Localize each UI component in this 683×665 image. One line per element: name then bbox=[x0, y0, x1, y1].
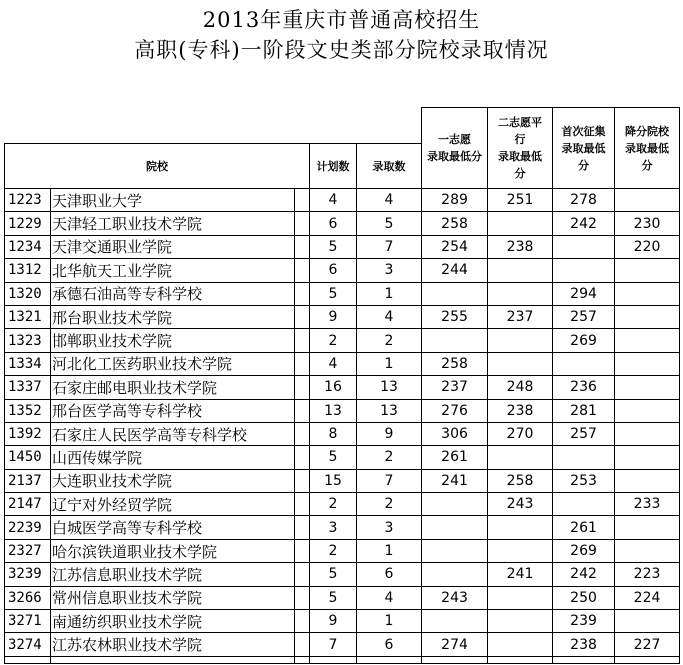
cut-cell bbox=[422, 656, 488, 663]
admit-count: 13 bbox=[357, 399, 422, 422]
school-code: 3271 bbox=[5, 610, 51, 633]
plan-count: 6 bbox=[310, 259, 357, 282]
first-choice-min: 244 bbox=[422, 259, 488, 282]
plan-count: 13 bbox=[310, 399, 357, 422]
admit-count: 4 bbox=[357, 305, 422, 328]
school-code: 1323 bbox=[5, 329, 51, 352]
table-row bbox=[5, 352, 680, 375]
plan-count: 15 bbox=[310, 469, 357, 492]
school-code: 3274 bbox=[5, 633, 51, 656]
lower-score-min bbox=[615, 446, 680, 469]
spacer bbox=[295, 469, 310, 492]
second-choice-min bbox=[488, 282, 553, 305]
table-row bbox=[5, 329, 680, 352]
table-body bbox=[5, 189, 680, 664]
first-choice-min: 258 bbox=[422, 212, 488, 235]
school-name: 天津轻工职业技术学院 bbox=[51, 212, 295, 235]
first-call-min: 250 bbox=[553, 586, 615, 609]
plan-count: 5 bbox=[310, 282, 357, 305]
second-choice-min: 238 bbox=[488, 235, 553, 258]
table-row-cut bbox=[5, 656, 680, 663]
school-code: 3239 bbox=[5, 563, 51, 586]
table-row bbox=[5, 610, 680, 633]
spacer bbox=[295, 259, 310, 282]
school-name: 天津交通职业学院 bbox=[51, 235, 295, 258]
first-choice-min: 254 bbox=[422, 235, 488, 258]
school-code: 1223 bbox=[5, 189, 51, 212]
first-call-min bbox=[553, 352, 615, 375]
cut-cell bbox=[295, 656, 310, 663]
header-admit: 录取数 bbox=[357, 144, 422, 189]
admit-count: 1 bbox=[357, 539, 422, 562]
table-row bbox=[5, 259, 680, 282]
first-choice-min bbox=[422, 539, 488, 562]
admit-count: 4 bbox=[357, 586, 422, 609]
spacer bbox=[295, 493, 310, 516]
table-row bbox=[5, 235, 680, 258]
second-choice-min: 248 bbox=[488, 376, 553, 399]
admit-count: 1 bbox=[357, 610, 422, 633]
spacer bbox=[295, 352, 310, 375]
school-name: 邢台职业技术学院 bbox=[51, 305, 295, 328]
admit-count: 1 bbox=[357, 352, 422, 375]
spacer bbox=[295, 563, 310, 586]
spacer bbox=[295, 305, 310, 328]
second-choice-min: 270 bbox=[488, 422, 553, 445]
first-call-min: 236 bbox=[553, 376, 615, 399]
table-row bbox=[5, 516, 680, 539]
second-choice-min: 241 bbox=[488, 563, 553, 586]
first-choice-min bbox=[422, 493, 488, 516]
second-choice-min: 237 bbox=[488, 305, 553, 328]
school-name: 石家庄人民医学高等专科学校 bbox=[51, 422, 295, 445]
school-code: 1234 bbox=[5, 235, 51, 258]
table-row bbox=[5, 399, 680, 422]
school-name: 南通纺织职业技术学院 bbox=[51, 610, 295, 633]
table-row bbox=[5, 212, 680, 235]
lower-score-min: 230 bbox=[615, 212, 680, 235]
first-call-min: 242 bbox=[553, 563, 615, 586]
lower-score-min bbox=[615, 516, 680, 539]
table-row bbox=[5, 305, 680, 328]
first-call-min bbox=[553, 259, 615, 282]
plan-count: 4 bbox=[310, 189, 357, 212]
lower-score-min bbox=[615, 352, 680, 375]
first-call-min: 242 bbox=[553, 212, 615, 235]
school-name: 常州信息职业技术学院 bbox=[51, 586, 295, 609]
spacer bbox=[295, 282, 310, 305]
admit-count: 7 bbox=[357, 235, 422, 258]
cut-cell bbox=[357, 656, 422, 663]
admit-count: 13 bbox=[357, 376, 422, 399]
school-name: 河北化工医药职业技术学院 bbox=[51, 352, 295, 375]
school-code: 2137 bbox=[5, 469, 51, 492]
table-row bbox=[5, 539, 680, 562]
admit-count: 7 bbox=[357, 469, 422, 492]
first-choice-min: 261 bbox=[422, 446, 488, 469]
admit-count: 5 bbox=[357, 212, 422, 235]
lower-score-min bbox=[615, 305, 680, 328]
spacer bbox=[295, 399, 310, 422]
admit-count: 2 bbox=[357, 329, 422, 352]
school-name: 北华航天工业学院 bbox=[51, 259, 295, 282]
header-plan: 计划数 bbox=[310, 144, 357, 189]
lower-score-min bbox=[615, 329, 680, 352]
admit-count: 1 bbox=[357, 282, 422, 305]
cut-cell bbox=[51, 656, 295, 663]
spacer bbox=[295, 610, 310, 633]
lower-score-min bbox=[615, 469, 680, 492]
school-code: 1312 bbox=[5, 259, 51, 282]
school-name: 石家庄邮电职业技术学院 bbox=[51, 376, 295, 399]
lower-score-min: 233 bbox=[615, 493, 680, 516]
plan-count: 2 bbox=[310, 539, 357, 562]
first-choice-min bbox=[422, 610, 488, 633]
first-call-min: 257 bbox=[553, 422, 615, 445]
table-row bbox=[5, 189, 680, 212]
lower-score-min bbox=[615, 610, 680, 633]
first-choice-min bbox=[422, 329, 488, 352]
lower-score-min: 223 bbox=[615, 563, 680, 586]
school-code: 1334 bbox=[5, 352, 51, 375]
spacer bbox=[295, 516, 310, 539]
school-name: 江苏农林职业技术学院 bbox=[51, 633, 295, 656]
second-choice-min bbox=[488, 633, 553, 656]
header-second-choice: 二志愿平 行 录取最低 分 bbox=[488, 108, 553, 189]
second-choice-min bbox=[488, 539, 553, 562]
spacer bbox=[295, 539, 310, 562]
first-call-min: 261 bbox=[553, 516, 615, 539]
plan-count: 8 bbox=[310, 422, 357, 445]
school-name: 山西传媒学院 bbox=[51, 446, 295, 469]
table-row bbox=[5, 493, 680, 516]
second-choice-min: 258 bbox=[488, 469, 553, 492]
admit-count: 6 bbox=[357, 563, 422, 586]
plan-count: 9 bbox=[310, 610, 357, 633]
school-code: 1450 bbox=[5, 446, 51, 469]
school-name: 邯郸职业技术学院 bbox=[51, 329, 295, 352]
cut-cell bbox=[5, 656, 51, 663]
plan-count: 5 bbox=[310, 563, 357, 586]
first-choice-min: 258 bbox=[422, 352, 488, 375]
admit-count: 3 bbox=[357, 516, 422, 539]
lower-score-min: 220 bbox=[615, 235, 680, 258]
table-row bbox=[5, 282, 680, 305]
first-call-min bbox=[553, 446, 615, 469]
first-choice-min: 255 bbox=[422, 305, 488, 328]
table-row bbox=[5, 633, 680, 656]
first-call-min: 281 bbox=[553, 399, 615, 422]
table-row bbox=[5, 422, 680, 445]
spacer bbox=[295, 189, 310, 212]
plan-count: 6 bbox=[310, 212, 357, 235]
first-choice-min bbox=[422, 516, 488, 539]
plan-count: 3 bbox=[310, 516, 357, 539]
first-call-min: 269 bbox=[553, 329, 615, 352]
cut-cell bbox=[553, 656, 615, 663]
lower-score-min bbox=[615, 539, 680, 562]
second-choice-min bbox=[488, 586, 553, 609]
school-code: 1337 bbox=[5, 376, 51, 399]
first-choice-min: 289 bbox=[422, 189, 488, 212]
plan-count: 16 bbox=[310, 376, 357, 399]
lower-score-min bbox=[615, 282, 680, 305]
admit-count: 2 bbox=[357, 446, 422, 469]
header-first-call: 首次征集 录取最低 分 bbox=[553, 108, 615, 189]
plan-count: 2 bbox=[310, 329, 357, 352]
school-code: 3266 bbox=[5, 586, 51, 609]
school-name: 大连职业技术学院 bbox=[51, 469, 295, 492]
spacer bbox=[295, 235, 310, 258]
spacer bbox=[295, 633, 310, 656]
admit-count: 9 bbox=[357, 422, 422, 445]
second-choice-min bbox=[488, 610, 553, 633]
plan-count: 7 bbox=[310, 633, 357, 656]
lower-score-min bbox=[615, 376, 680, 399]
second-choice-min bbox=[488, 329, 553, 352]
admit-count: 4 bbox=[357, 189, 422, 212]
plan-count: 4 bbox=[310, 352, 357, 375]
admit-count: 6 bbox=[357, 633, 422, 656]
admit-count: 3 bbox=[357, 259, 422, 282]
table-row bbox=[5, 376, 680, 399]
spacer bbox=[295, 376, 310, 399]
school-name: 江苏信息职业技术学院 bbox=[51, 563, 295, 586]
header-spacer bbox=[5, 108, 422, 144]
first-call-min: 257 bbox=[553, 305, 615, 328]
spacer bbox=[295, 446, 310, 469]
school-code: 1320 bbox=[5, 282, 51, 305]
school-name: 邢台医学高等专科学校 bbox=[51, 399, 295, 422]
page-title: 2013年重庆市普通高校招生 bbox=[202, 8, 481, 32]
cut-cell bbox=[488, 656, 553, 663]
spacer bbox=[295, 329, 310, 352]
school-name: 承德石油高等专科学校 bbox=[51, 282, 295, 305]
first-call-min bbox=[553, 235, 615, 258]
second-choice-min bbox=[488, 212, 553, 235]
plan-count: 5 bbox=[310, 446, 357, 469]
second-choice-min bbox=[488, 352, 553, 375]
first-call-min: 238 bbox=[553, 633, 615, 656]
first-call-min bbox=[553, 493, 615, 516]
school-code: 1321 bbox=[5, 305, 51, 328]
lower-score-min: 227 bbox=[615, 633, 680, 656]
first-choice-min: 306 bbox=[422, 422, 488, 445]
school-code: 1229 bbox=[5, 212, 51, 235]
cut-cell bbox=[615, 656, 680, 663]
school-code: 1352 bbox=[5, 399, 51, 422]
school-name: 哈尔滨铁道职业技术学院 bbox=[51, 539, 295, 562]
admit-count: 2 bbox=[357, 493, 422, 516]
table-row bbox=[5, 563, 680, 586]
school-name: 白城医学高等专科学校 bbox=[51, 516, 295, 539]
school-name: 天津职业大学 bbox=[51, 189, 295, 212]
first-choice-min bbox=[422, 563, 488, 586]
header-lower-score: 降分院校 录取最低 分 bbox=[615, 108, 680, 189]
spacer bbox=[295, 212, 310, 235]
header-school: 院校 bbox=[5, 144, 310, 189]
plan-count: 5 bbox=[310, 235, 357, 258]
first-call-min: 278 bbox=[553, 189, 615, 212]
second-choice-min bbox=[488, 446, 553, 469]
cut-cell bbox=[310, 656, 357, 663]
first-choice-min: 237 bbox=[422, 376, 488, 399]
table-row bbox=[5, 586, 680, 609]
second-choice-min bbox=[488, 259, 553, 282]
plan-count: 9 bbox=[310, 305, 357, 328]
first-call-min: 294 bbox=[553, 282, 615, 305]
first-choice-min: 276 bbox=[422, 399, 488, 422]
second-choice-min: 243 bbox=[488, 493, 553, 516]
first-choice-min: 241 bbox=[422, 469, 488, 492]
page-subtitle: 高职(专科)一阶段文史类部分院校录取情况 bbox=[134, 38, 549, 62]
lower-score-min bbox=[615, 189, 680, 212]
spacer bbox=[295, 422, 310, 445]
table-row bbox=[5, 446, 680, 469]
first-choice-min bbox=[422, 282, 488, 305]
plan-count: 5 bbox=[310, 586, 357, 609]
lower-score-min bbox=[615, 422, 680, 445]
header-first-choice: 一志愿 录取最低分 bbox=[422, 108, 488, 189]
table-row bbox=[5, 469, 680, 492]
first-call-min: 239 bbox=[553, 610, 615, 633]
first-choice-min: 243 bbox=[422, 586, 488, 609]
school-code: 2239 bbox=[5, 516, 51, 539]
school-code: 1392 bbox=[5, 422, 51, 445]
school-code: 2327 bbox=[5, 539, 51, 562]
first-choice-min: 274 bbox=[422, 633, 488, 656]
spacer bbox=[295, 586, 310, 609]
lower-score-min bbox=[615, 399, 680, 422]
school-name: 辽宁对外经贸学院 bbox=[51, 493, 295, 516]
second-choice-min: 238 bbox=[488, 399, 553, 422]
plan-count: 2 bbox=[310, 493, 357, 516]
school-code: 2147 bbox=[5, 493, 51, 516]
second-choice-min bbox=[488, 516, 553, 539]
admission-table bbox=[4, 107, 680, 664]
first-call-min: 269 bbox=[553, 539, 615, 562]
lower-score-min bbox=[615, 259, 680, 282]
second-choice-min: 251 bbox=[488, 189, 553, 212]
first-call-min: 253 bbox=[553, 469, 615, 492]
lower-score-min: 224 bbox=[615, 586, 680, 609]
